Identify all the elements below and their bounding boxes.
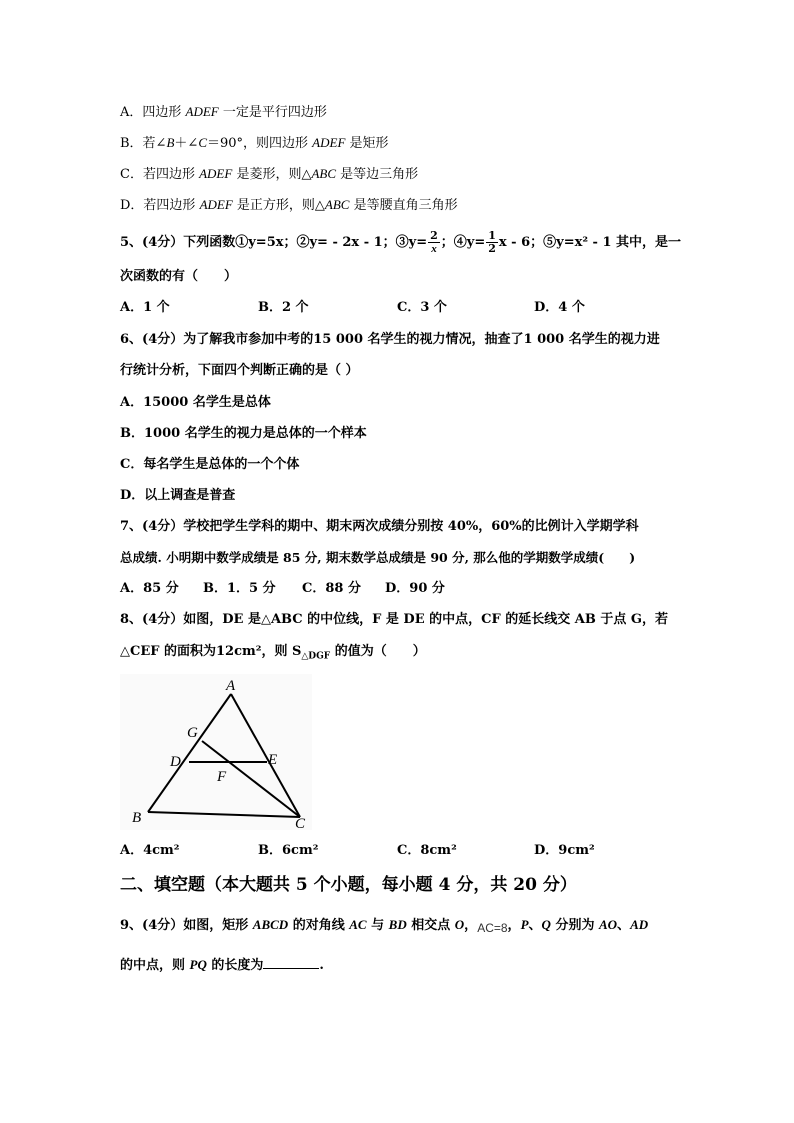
q5-option-a: A．1 个 <box>120 300 170 315</box>
q6-option-d: D．以上调查是普查 <box>120 488 236 503</box>
q5-option-b: B．2 个 <box>258 300 309 315</box>
q5-stem: 5、(4分）下列函数①y=5x；②y= - 2x - 1；③y= $\frac{2}{x}$ ；④y= $\frac{1}{2}$ x - 6；⑤y=x² - 1 其中，是一 <box>120 229 682 255</box>
q8-option-a: A．4cm² <box>120 843 180 858</box>
q6-option-b: B．1000 名学生的视力是总体的一个样本 <box>120 426 367 441</box>
q8-option-d: D．9cm² <box>534 843 595 858</box>
q5-option-d: D．4 个 <box>534 300 585 315</box>
q6-stem-line2: 行统计分析，下面四个判断正确的是（ ） <box>120 363 359 378</box>
q9-stem-line1: 9、(4分）如图，矩形 ABCD 的对角线 AC 与 BD 相交点 O，AC=8，P、Q 分别为 AO、AD <box>120 917 649 935</box>
q4-option-d: D．若四边形 ADEF 是正方形，则△ABC 是等腰直角三角形 <box>120 197 458 213</box>
label-g: G <box>187 725 198 741</box>
q7-option-b: B．1．5 分 <box>203 581 276 596</box>
q7-stem-line2: 总成绩. 小明期中数学成绩是 85 分, 期末数学总成绩是 90 分, 那么他的学期数学成绩( ) <box>120 550 636 565</box>
fraction: $\frac{2}{x}$ <box>430 229 438 255</box>
q8-option-c: C．8cm² <box>397 843 457 858</box>
q4-option-b: B．若∠B＋∠C＝90°，则四边形 ADEF 是矩形 <box>120 135 389 151</box>
triangle-diagram <box>120 674 312 830</box>
side-ac <box>231 694 300 817</box>
side-bc <box>148 812 300 817</box>
q8-stem-line2: △CEF 的面积为12cm²，则 $S_{\triangle DGF}$ 的值为（ ） <box>120 644 426 662</box>
label-c: C <box>295 816 306 830</box>
q4-option-a: A．四边形 ADEF 一定是平行四边形 <box>120 104 327 120</box>
q6-option-c: C．每名学生是总体的一个个体 <box>120 457 300 472</box>
fraction: $\frac{1}{2}$ <box>488 229 496 255</box>
q6-stem-line1: 6、(4分）为了解我市参加中考的15 000 名学生的视力情况，抽查了1 000 名学生的视力进 <box>120 332 660 347</box>
triangle-figure <box>120 674 312 830</box>
label-b: B <box>132 810 142 826</box>
label-d: D <box>170 754 181 770</box>
q5-stem-line2: 次函数的有（ ） <box>120 269 238 284</box>
q7-option-c: C．88 分 <box>302 581 361 596</box>
q6-option-a: A．15000 名学生是总体 <box>120 395 271 410</box>
q9-stem-line2: 的中点，则 PQ 的长度为 . <box>120 957 324 973</box>
label-e: E <box>268 752 278 768</box>
answer-blank[interactable] <box>263 956 319 969</box>
section-title: 二、填空题（本大题共 5 个小题，每小题 4 分，共 20 分） <box>120 875 577 895</box>
q4-option-c: C．若四边形 ADEF 是菱形，则△ABC 是等边三角形 <box>120 166 419 182</box>
q8-stem-line1: 8、(4分）如图，DE 是△ABC 的中位线，F 是 DE 的中点，CF 的延长线交 AB 于点 G，若 <box>120 612 668 627</box>
label-f: F <box>217 769 227 785</box>
q8-option-b: B．6cm² <box>258 843 319 858</box>
label-a: A <box>226 678 236 694</box>
q7-stem-line1: 7、(4分）学校把学生学科的期中、期末两次成绩分别按 40%，60%的比例计入学期学科 <box>120 519 639 534</box>
q5-option-c: C．3 个 <box>397 300 447 315</box>
q7-option-a: A．85 分 <box>120 581 179 596</box>
q7-option-d: D．90 分 <box>385 581 445 596</box>
